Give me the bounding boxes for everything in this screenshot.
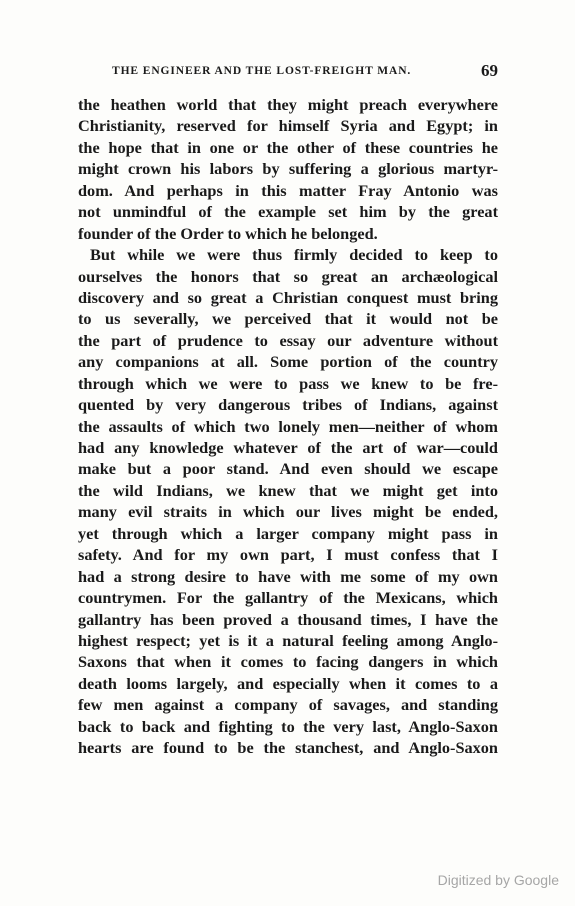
text-line: the heathen world that they might preach everywhere <box>78 95 498 114</box>
text-line: any companions at all. Some portion of the country <box>78 352 498 372</box>
text-line: gallantry has been proved a thousand times, I have the <box>78 609 498 629</box>
text-line: the wild Indians, we knew that we might get into <box>78 480 498 500</box>
text-line: make but a poor stand. And even should we escape <box>78 459 498 479</box>
text-line: countrymen. For the gallantry of the Mexicans, which <box>78 588 498 608</box>
text-line: back to back and fighting to the very last, Anglo-Saxon <box>78 716 498 736</box>
text-line: death looms largely, and especially when it comes to a <box>78 673 498 693</box>
page-header <box>78 62 498 82</box>
running-head: THE ENGINEER AND THE LOST-FREIGHT MAN. <box>112 65 412 77</box>
text-line: discovery and so great a Christian conquest must bring <box>78 287 498 307</box>
text-line: hearts are found to be the stanchest, and Anglo-Saxon <box>78 738 498 758</box>
text-line: had a strong desire to have with me some of my own <box>78 566 498 586</box>
text-line: safety. And for my own part, I must confess that I <box>78 545 498 565</box>
text-line: through which we were to pass we knew to be fre- <box>78 373 498 393</box>
text-line: founder of the Order to which he belonged. <box>78 223 378 243</box>
text-line: had any knowledge whatever of the art of war—could <box>78 438 498 457</box>
text-line: quented by very dangerous tribes of Indians, against <box>78 395 498 415</box>
text-line: Saxons that when it comes to facing dangers in which <box>78 652 498 672</box>
page-number: 69 <box>481 61 498 80</box>
text-line: ourselves the honors that so great an archæological <box>78 266 498 286</box>
text-line: the part of prudence to essay our adventure without <box>78 330 498 350</box>
body-text <box>78 94 498 759</box>
text-line: But while we were thus firmly decided to keep to <box>90 245 498 265</box>
text-line: dom. And perhaps in this matter Fray Antonio was <box>78 180 498 200</box>
text-line: Christianity, reserved for himself Syria and Egypt; in <box>78 116 498 136</box>
text-line: yet through which a larger company might pass in <box>78 523 498 543</box>
text-line: to us severally, we perceived that it would not be <box>78 309 498 329</box>
text-line: might crown his labors by suffering a glorious martyr- <box>78 159 498 179</box>
text-line: many evil straits in which our lives might be ended, <box>78 502 498 522</box>
text-line: highest respect; yet is it a natural feeling among Anglo- <box>78 630 498 650</box>
digitized-watermark: Digitized by Google <box>437 872 559 888</box>
text-line: the hope that in one or the other of these countries he <box>78 137 498 157</box>
text-line: not unmindful of the example set him by the great <box>78 202 498 222</box>
text-line: the assaults of which two lonely men—neither of whom <box>78 416 498 436</box>
text-line: few men against a company of savages, and standing <box>78 695 498 715</box>
